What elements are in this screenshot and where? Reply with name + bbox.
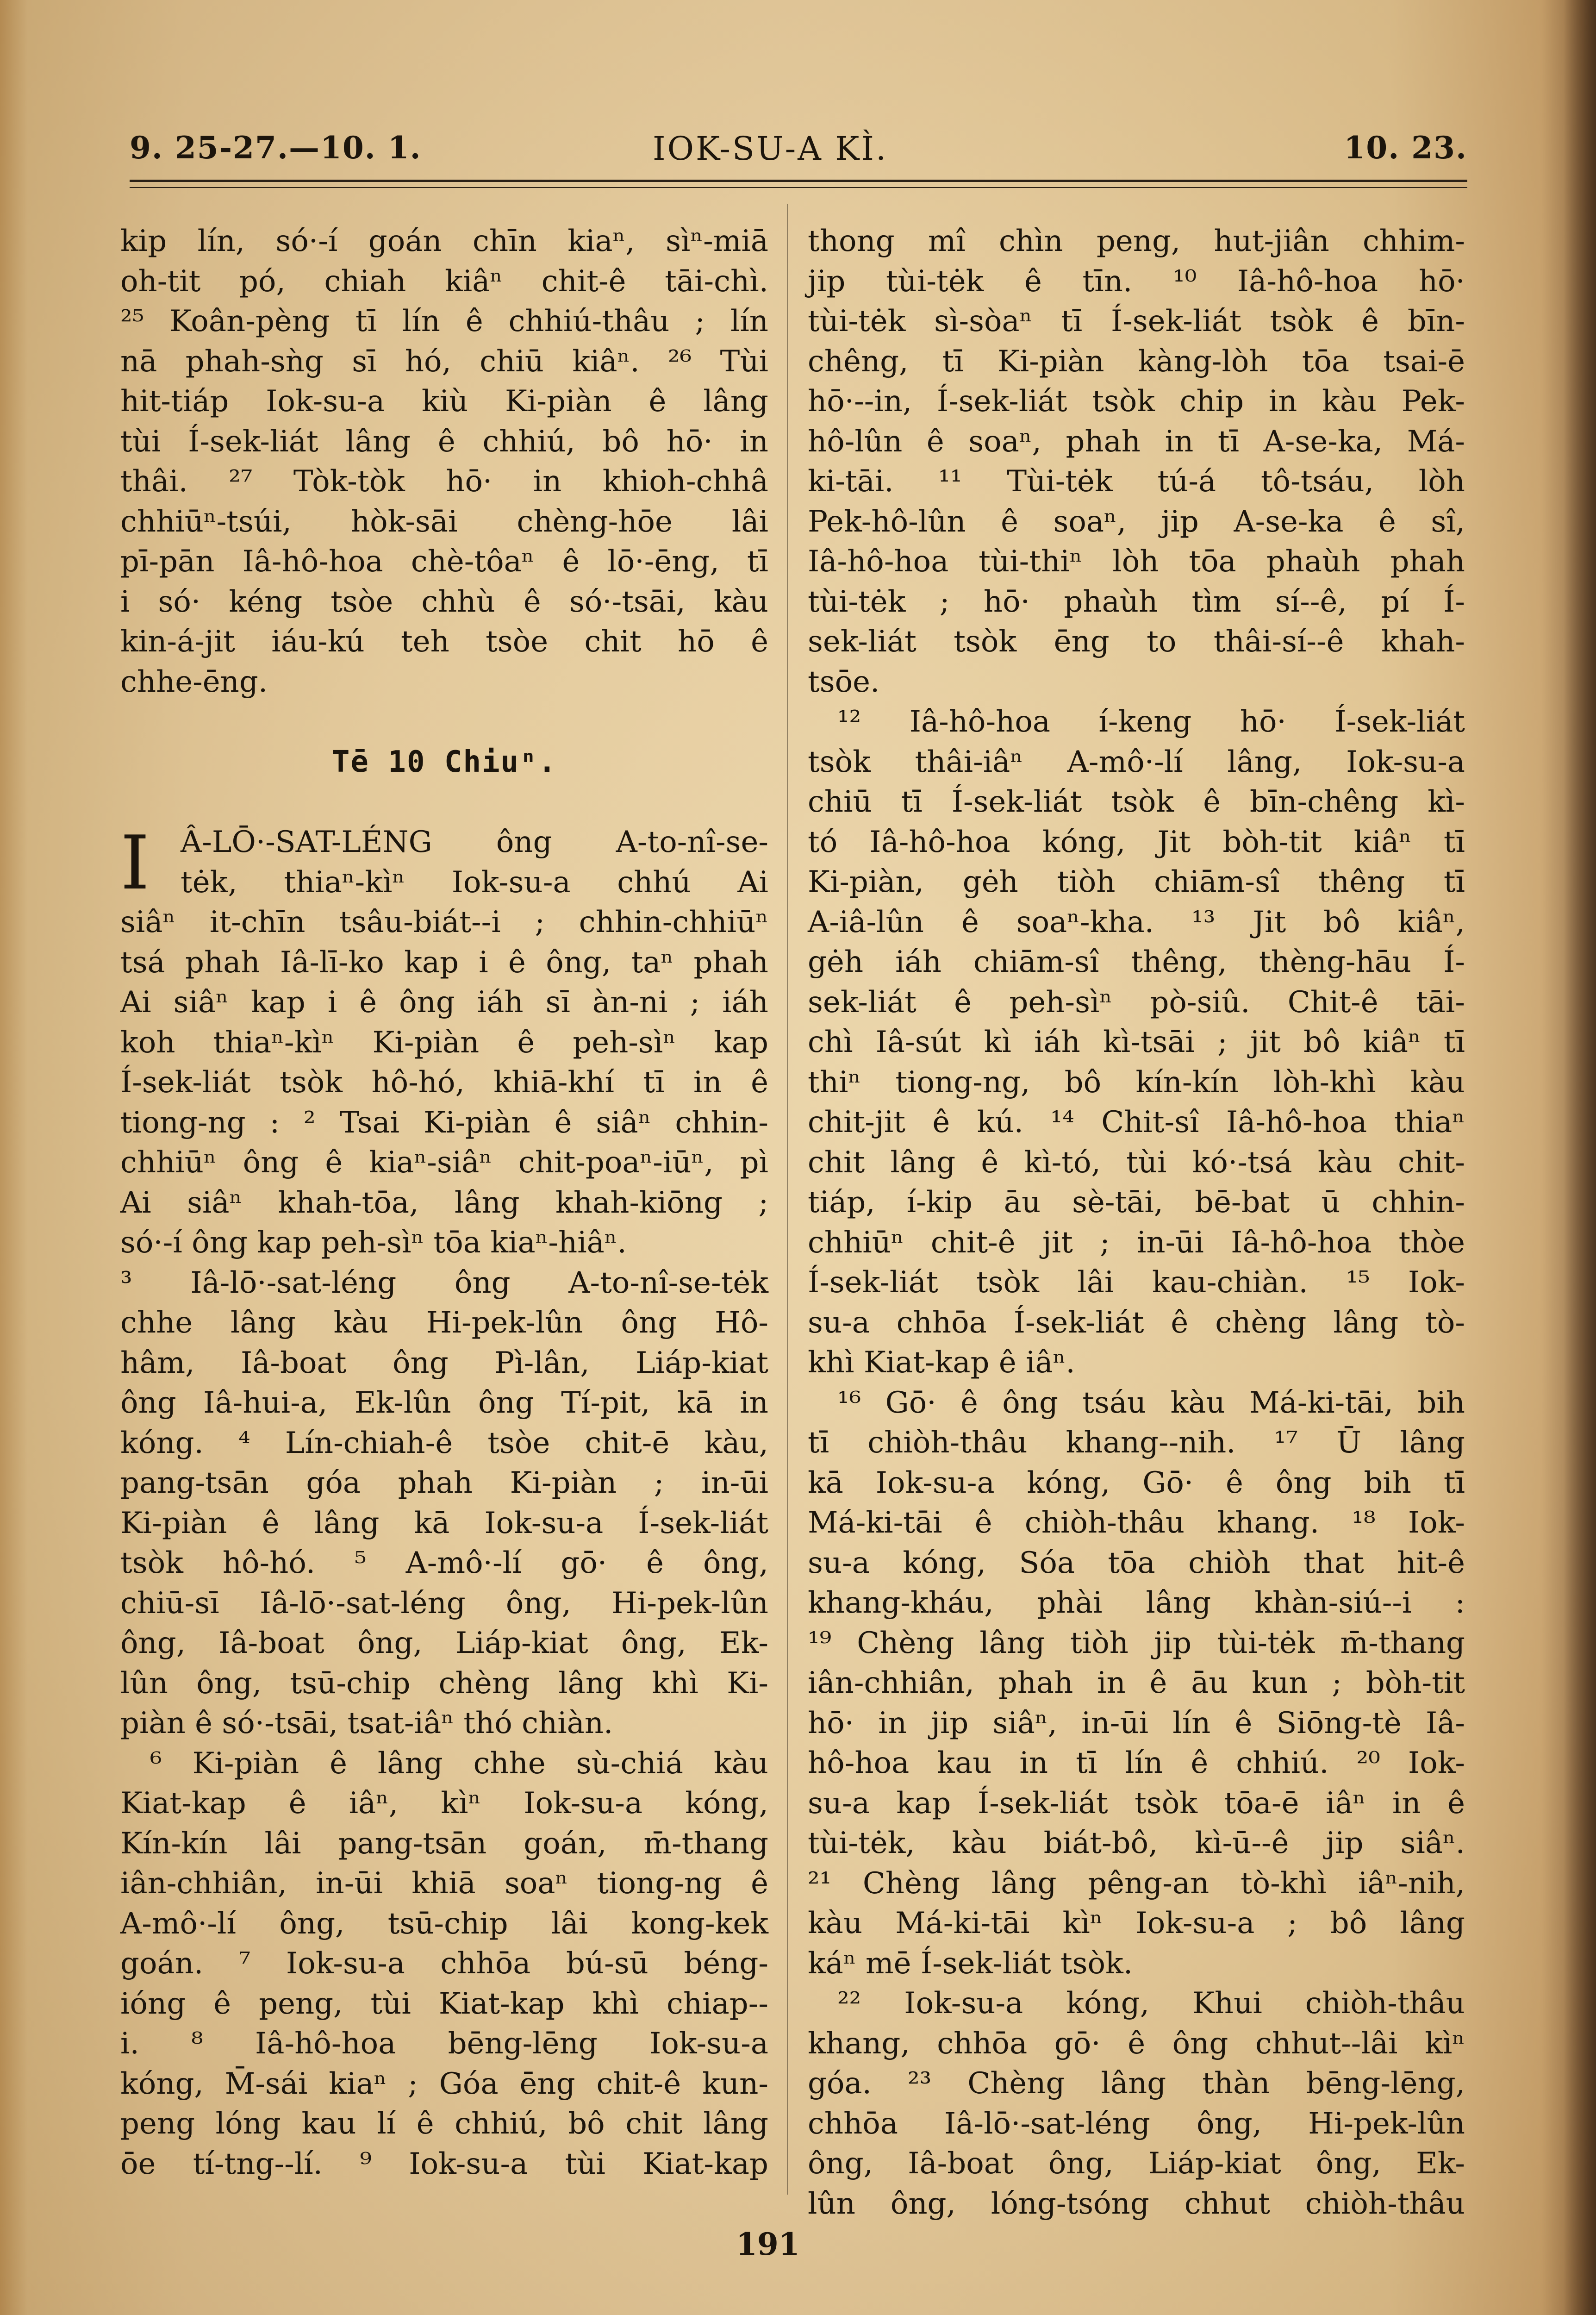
text-line: Ai siâⁿ kap i ê ông iáh sī àn-ni ; iáh: [120, 985, 768, 1020]
left-column-chapter-text: [120, 822, 768, 2184]
text-line: chhiūⁿ ông ê kiaⁿ-siâⁿ chit-poaⁿ-iūⁿ, pì: [120, 1145, 768, 1180]
text-line: Í-sek-liát tsòk hô-hó, khiā-khí tī in ê: [120, 1065, 768, 1100]
header-verse-range-right: 10. 23.: [1344, 130, 1467, 166]
page-number: 191: [736, 2226, 800, 2262]
chapter-heading: Tē 10 Chiuⁿ.: [331, 745, 557, 779]
text-line: A-mô·-lí ông, tsū-chip lâi kong-kek: [120, 1906, 768, 1941]
text-line: koh thiaⁿ-kìⁿ Ki-piàn ê peh-sìⁿ kap: [120, 1025, 768, 1060]
text-line: oh-tit pó, chiah kiâⁿ chit-ê tāi-chì.: [120, 264, 768, 299]
text-line: A-iâ-lûn ê soaⁿ-kha. ¹³ Jit bô kiâⁿ,: [808, 905, 1465, 939]
text-line: su-a chhōa Í-sek-liát ê chèng lâng tò-: [808, 1305, 1465, 1340]
running-header: [130, 130, 1467, 181]
text-line: ¹² Iâ-hô-hoa í-keng hō· Í-sek-liát: [837, 705, 1465, 739]
text-line: tùi-tėk sì-sòaⁿ tī Í-sek-liát tsòk ê bīn-: [808, 304, 1465, 338]
text-line: iân-chhiân, in-ūi khiā soaⁿ tiong-ng ê: [120, 1866, 768, 1901]
text-line: ³ Iâ-lō·-sat-léng ông A-to-nî-se-tėk: [120, 1265, 768, 1300]
header-rule-thick: [130, 180, 1467, 182]
text-line: su-a kóng, Sóa tōa chiòh that hit-ê: [808, 1545, 1465, 1580]
text-line: ông, Iâ-boat ông, Liáp-kiat ông, Ek-: [120, 1626, 768, 1660]
text-line: Ai siâⁿ khah-tōa, lâng khah-kiōng ;: [120, 1185, 768, 1220]
text-line: Pek-hô-lûn ê soaⁿ, jip A-se-ka ê sî,: [808, 504, 1465, 539]
text-line: chit lâng ê kì-tó, tùi kó·-tsá kàu chit-: [808, 1145, 1465, 1180]
text-line: khang, chhōa gō· ê ông chhut--lâi kìⁿ: [808, 2026, 1465, 2061]
text-line: sek-liát tsòk ēng to thâi-sí--ê khah-: [808, 625, 1465, 659]
text-line: kā Iok-su-a kóng, Gō· ê ông bih tī: [808, 1465, 1465, 1500]
text-line: chit-jit ê kú. ¹⁴ Chit-sî Iâ-hô-hoa thiaⁿ: [808, 1105, 1465, 1139]
text-line: i. ⁸ Iâ-hô-hoa bēng-lēng Iok-su-a: [120, 2027, 768, 2061]
text-line: ¹⁶ Gō· ê ông tsáu kàu Má-ki-tāi, bih: [837, 1385, 1465, 1420]
text-line: tiáp, í-kip āu sè-tāi, bē-bat ū chhin-: [808, 1185, 1465, 1220]
text-line: iân-chhiân, phah in ê āu kun ; bòh-tit: [808, 1666, 1465, 1700]
text-line: tsá phah Iâ-lī-ko kap i ê ông, taⁿ phah: [120, 945, 768, 980]
text-line: khì Kiat-kap ê iâⁿ.: [808, 1345, 1075, 1380]
text-line: kóng, M̄-sái kiaⁿ ; Góa ēng chit-ê kun-: [120, 2066, 768, 2101]
text-line: góa. ²³ Chèng lâng thàn bēng-lēng,: [808, 2066, 1465, 2101]
text-line: hō·--in, Í-sek-liát tsòk chip in kàu Pek-: [808, 384, 1465, 419]
text-line: kàu Má-ki-tāi kìⁿ Iok-su-a ; bô lâng: [808, 1906, 1465, 1940]
text-line: ki-tāi. ¹¹ Tùi-tėk tú-á tô-tsáu, lòh: [808, 464, 1465, 499]
text-line: Ki-piàn, gėh tiòh chiām-sî thêng tī: [808, 865, 1465, 899]
text-line: tùi-tėk ; hō· phaùh tìm sí--ê, pí Í-: [808, 584, 1465, 619]
text-line: chiū tī Í-sek-liát tsòk ê bīn-chêng kì-: [808, 785, 1465, 819]
text-line: chì Iâ-sút kì iáh kì-tsāi ; jit bô kiâⁿ tī: [808, 1025, 1465, 1059]
text-line: chiū-sī Iâ-lō·-sat-léng ông, Hi-pek-lûn: [120, 1586, 768, 1620]
text-line: ông, Iâ-boat ông, Liáp-kiat ông, Ek-: [808, 2146, 1465, 2181]
text-line: Má-ki-tāi ê chiòh-thâu khang. ¹⁸ Iok-: [808, 1506, 1465, 1540]
text-line: tėk, thiaⁿ-kìⁿ Iok-su-a chhú Ai: [181, 865, 768, 900]
text-line: kóng. ⁴ Lín-chiah-ê tsòe chit-ē kàu,: [120, 1426, 768, 1460]
text-line: khang-kháu, phài lâng khàn-siú--i :: [808, 1586, 1465, 1620]
text-line: siâⁿ it-chīn tsâu-biát--i ; chhin-chhiūⁿ: [120, 905, 768, 939]
text-line: Ki-piàn ê lâng kā Iok-su-a Í-sek-liát: [120, 1506, 768, 1540]
text-line: ⁶ Ki-piàn ê lâng chhe sù-chiá kàu: [150, 1746, 768, 1781]
text-line: pang-tsān góa phah Ki-piàn ; in-ūi: [120, 1466, 768, 1500]
text-line: chhōa Iâ-lō·-sat-léng ông, Hi-pek-lûn: [808, 2106, 1465, 2141]
text-line: Â-LŌ·-SAT-LÉNG ông A-to-nî-se-: [181, 825, 768, 859]
text-line: hō· in jip siâⁿ, in-ūi lín ê Siōng-tè Iâ-: [808, 1706, 1465, 1740]
text-line: ²¹ Chèng lâng pêng-an tò-khì iâⁿ-nih,: [808, 1866, 1465, 1901]
text-line: hit-tiáp Iok-su-a kiù Ki-piàn ê lâng: [120, 384, 768, 419]
text-line: Kiat-kap ê iâⁿ, kìⁿ Iok-su-a kóng,: [120, 1786, 768, 1821]
text-line: káⁿ mē Í-sek-liát tsòk.: [808, 1946, 1133, 1981]
text-line: gėh iáh chiām-sî thêng, thèng-hāu Í-: [808, 945, 1465, 979]
text-line: ióng ê peng, tùi Kiat-kap khì chiap--: [120, 1986, 768, 2021]
text-line: chhe lâng kàu Hi-pek-lûn ông Hô-: [120, 1306, 768, 1340]
text-line: ōe tí-tng--lí. ⁹ Iok-su-a tùi Kiat-kap: [120, 2146, 768, 2181]
text-line: thâi. ²⁷ Tòk-tòk hō· in khioh-chhâ: [120, 464, 768, 499]
text-line: hô-lûn ê soaⁿ, phah in tī A-se-ka, Má-: [808, 424, 1465, 459]
text-line: tùi-tėk, kàu biát-bô, kì-ū--ê jip siâⁿ.: [808, 1826, 1465, 1860]
text-line: lûn ông, lóng-tsóng chhut chiòh-thâu: [808, 2186, 1465, 2221]
header-verse-range-left: 9. 25-27.—10. 1.: [130, 130, 422, 166]
text-line: thiⁿ tiong-ng, bô kín-kín lòh-khì kàu: [808, 1065, 1465, 1100]
left-column-top-text: [120, 221, 768, 702]
text-line: Iâ-hô-hoa tùi-thiⁿ lòh tōa phaùh phah: [808, 544, 1465, 579]
left-column: [120, 221, 768, 2184]
text-line: tsōe.: [808, 664, 880, 699]
text-line: lûn ông, tsū-chip chèng lâng khì Ki-: [120, 1666, 768, 1701]
text-line: tsòk hô-hó. ⁵ A-mô·-lí gō· ê ông,: [120, 1546, 768, 1580]
text-line: tó Iâ-hô-hoa kóng, Jit bòh-tit kiâⁿ tī: [808, 825, 1465, 859]
text-line: kip lín, só·-í goán chīn kiaⁿ, sìⁿ-miā: [120, 224, 768, 258]
header-rule-thin: [130, 187, 1467, 188]
text-line: Kín-kín lâi pang-tsān goán, m̄-thang: [120, 1826, 768, 1861]
text-line: ông Iâ-hui-a, Ek-lûn ông Tí-pit, kā in: [120, 1386, 768, 1420]
text-line: hô-hoa kau in tī lín ê chhiú. ²⁰ Iok-: [808, 1746, 1465, 1780]
header-book-title: IOK-SU-A KÌ.: [653, 130, 888, 168]
text-line: chêng, tī Ki-piàn kàng-lòh tōa tsai-ē: [808, 344, 1465, 379]
right-column: [808, 221, 1465, 2224]
text-line: su-a kap Í-sek-liát tsòk tōa-ē iâⁿ in ê: [808, 1786, 1465, 1821]
text-line: chhiūⁿ chit-ê jit ; in-ūi Iâ-hô-hoa thòe: [808, 1225, 1465, 1260]
text-line: piàn ê só·-tsāi, tsat-iâⁿ thó chiàn.: [120, 1706, 613, 1740]
text-line: sek-liát ê peh-sìⁿ pò-siû. Chit-ê tāi-: [808, 985, 1465, 1020]
text-line: goán. ⁷ Iok-su-a chhōa bú-sū béng-: [120, 1946, 768, 1981]
drop-cap: I: [120, 820, 150, 906]
text-line: ²⁵ Koân-pèng tī lín ê chhiú-thâu ; lín: [120, 304, 768, 338]
text-line: tsòk thâi-iâⁿ A-mô·-lí lâng, Iok-su-a: [808, 745, 1465, 779]
text-line: só·-í ông kap peh-sìⁿ tōa kiaⁿ-hiâⁿ.: [120, 1226, 627, 1260]
text-line: kin-á-jit iáu-kú teh tsòe chit hō ê: [120, 625, 768, 659]
text-line: jip tùi-tėk ê tīn. ¹⁰ Iâ-hô-hoa hō·: [808, 264, 1465, 299]
page-edge-shadow: [1564, 0, 1596, 2315]
text-line: nā phah-sǹg sī hó, chiū kiâⁿ. ²⁶ Tùi: [120, 344, 768, 379]
text-line: chhe-ēng.: [120, 664, 268, 699]
text-line: Í-sek-liát tsòk lâi kau-chiàn. ¹⁵ Iok-: [808, 1265, 1465, 1300]
text-line: ²² Iok-su-a kóng, Khui chiòh-thâu: [837, 1986, 1465, 2021]
right-column-text: [808, 221, 1465, 2224]
text-line: ¹⁹ Chèng lâng tiòh jip tùi-tėk m̄-thang: [808, 1626, 1465, 1660]
text-line: hâm, Iâ-boat ông Pì-lân, Liáp-kiat: [120, 1345, 768, 1380]
chapter-body: [120, 822, 768, 2184]
text-line: tiong-ng : ² Tsai Ki-piàn ê siâⁿ chhin-: [120, 1105, 768, 1140]
column-divider: [787, 204, 788, 2195]
text-line: pī-pān Iâ-hô-hoa chè-tôaⁿ ê lō·-ēng, tī: [120, 544, 768, 579]
text-line: chhiūⁿ-tsúi, hòk-sāi chèng-hōe lâi: [120, 504, 768, 539]
text-line: i só· kéng tsòe chhù ê só·-tsāi, kàu: [120, 584, 768, 619]
text-line: tī chiòh-thâu khang--nih. ¹⁷ Ū lâng: [808, 1426, 1465, 1460]
text-line: tùi Í-sek-liát lâng ê chhiú, bô hō· in: [120, 424, 768, 459]
text-line: thong mî chìn peng, hut-jiân chhim-: [808, 224, 1465, 258]
text-line: peng lóng kau lí ê chhiú, bô chit lâng: [120, 2107, 768, 2141]
